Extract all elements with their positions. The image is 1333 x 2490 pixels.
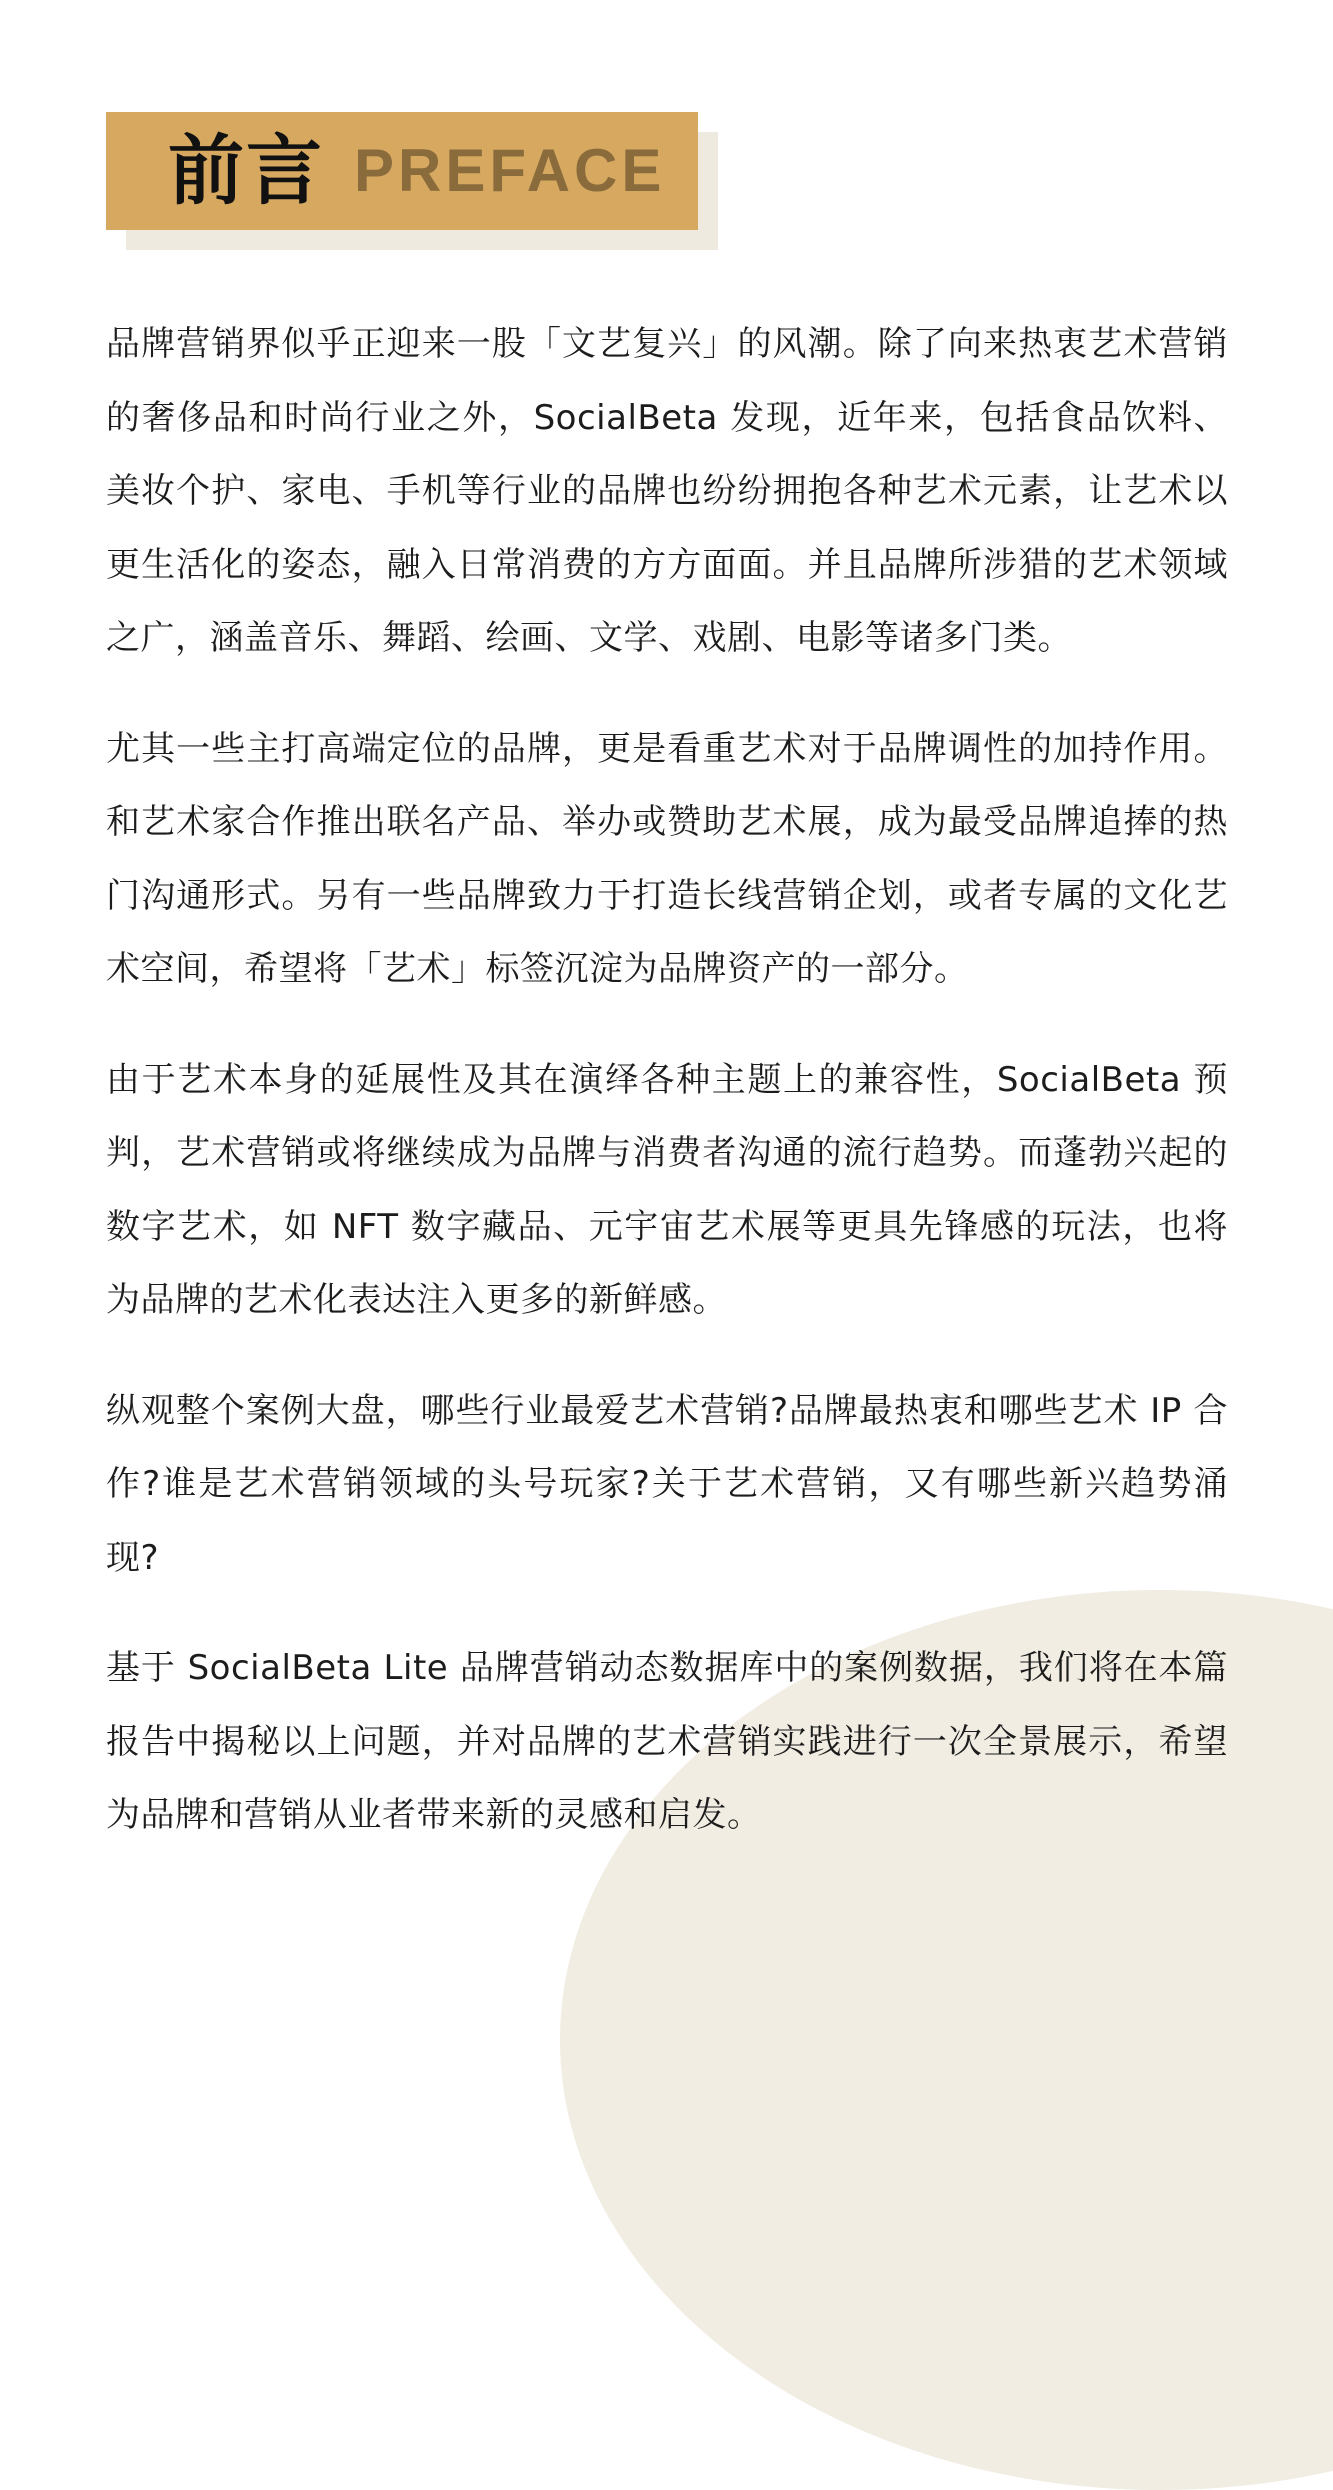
section-header (106, 112, 698, 230)
header-subtitle: PREFACE (354, 137, 666, 204)
paragraph-1: 品牌营销界似乎正迎来一股「文艺复兴」的风潮。除了向来热衷艺术营销的奢侈品和时尚行业之外，SocialBeta 发现，近年来，包括食品饮料、美妆个护、家电、手机等行业的品牌也纷纷拥抱各种艺术元素，让艺术以更生活化的姿态，融入日常消费的方方面面。并且品牌所涉猎的艺术领域之广，涵盖音乐、舞蹈、绘画、文学、戏剧、电影等诸多门类。 (106, 324, 1228, 658)
paragraph-4: 纵观整个案例大盘，哪些行业最爱艺术营销?品牌最热衷和哪些艺术 IP 合作?谁是艺术营销领域的头号玩家?关于艺术营销，又有哪些新兴趋势涌现? (106, 1390, 1228, 1578)
preface-body (106, 308, 1228, 1890)
header-banner (106, 112, 698, 230)
header-title: 前言 (168, 126, 324, 215)
paragraph-5: 基于 SocialBeta Lite 品牌营销动态数据库中的案例数据，我们将在本篇报告中揭秘以上问题，并对品牌的艺术营销实践进行一次全景展示，希望为品牌和营销从业者带来新的灵感和启发。 (106, 1648, 1228, 1835)
paragraph-3: 由于艺术本身的延展性及其在演绎各种主题上的兼容性，SocialBeta 预判，艺术营销或将继续成为品牌与消费者沟通的流行趋势。而蓬勃兴起的数字艺术，如 NFT 数字藏品、元宇宙艺术展等更具先锋感的玩法，也将为品牌的艺术化表达注入更多的新鲜感。 (106, 1059, 1228, 1320)
paragraph-2: 尤其一些主打高端定位的品牌，更是看重艺术对于品牌调性的加持作用。和艺术家合作推出联名产品、举办或赞助艺术展，成为最受品牌追捧的热门沟通形式。另有一些品牌致力于打造长线营销企划，或者专属的文化艺术空间，希望将「艺术」标签沉淀为品牌资产的一部分。 (106, 728, 1228, 989)
